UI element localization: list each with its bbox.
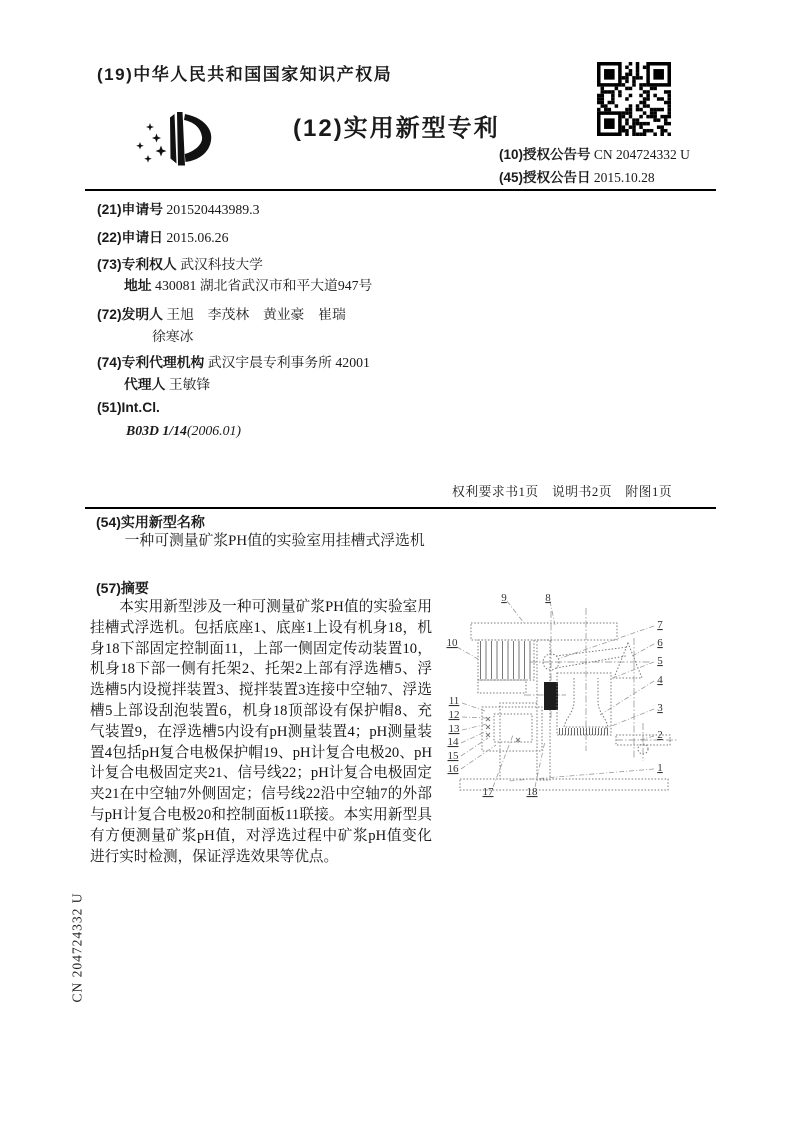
part-protective-cap	[471, 623, 617, 640]
part-scraper-cone	[614, 643, 642, 678]
intcl-row	[97, 400, 160, 416]
sipo-logo	[110, 94, 220, 202]
figure-label-6: 6	[657, 637, 663, 649]
application-date-row	[97, 226, 228, 246]
figure-label-2: 2	[657, 729, 663, 741]
control-panel-screen	[494, 714, 532, 742]
address-row	[124, 274, 372, 294]
figure-label-17: 17	[482, 786, 494, 798]
figure-label-18: 18	[526, 786, 538, 798]
figure-label-12: 12	[448, 709, 460, 721]
part-flotation-cell	[557, 673, 611, 735]
patentee-value: 武汉科技大学	[180, 257, 263, 272]
publication-info	[499, 143, 690, 189]
pub-number-row	[499, 143, 690, 166]
abstract-text: 本实用新型涉及一种可测量矿浆PH值的实验室用挂槽式浮选机。包括底座1、底座1上设有机身18，机身18下部固定控制面11，上部一侧固定传动装置10，机身18下部一侧有托架2、托架2上部有浮选槽5、浮选槽5内设搅拌装置3、搅拌装置3连接中空轴7、浮选槽5上部设刮泡装置6，机身18顶部设有保护帽8、充气装置9，在浮选槽5内设有pH测量装置4；pH测量装置4包括pH复合电极保护帽19、pH计复合电极20、pH计复合电极固定夹21、信号线22；pH计复合电极固定夹21在中空轴7外侧固定；信号线22沿中空轴7的外部与pH计复合电极20和控制面板11联接。本实用新型具有方便测量矿浆pH值，对浮选过程中矿浆pH值变化进行实时检测，保证浮选效果等优点。	[90, 599, 432, 865]
patent-office-title: (19)中华人民共和国国家知识产权局	[97, 65, 393, 84]
header-divider	[85, 189, 716, 191]
figure-label-8: 8	[545, 592, 551, 604]
intcl-class-value: B03D 1/14	[126, 423, 187, 438]
agent-row	[124, 373, 210, 393]
figure-label-5: 5	[657, 655, 663, 667]
inventors-label: (72)发明人	[97, 307, 163, 322]
address-value: 430081 湖北省武汉市和平大道947号	[155, 278, 373, 293]
intcl-label: (51)Int.Cl.	[97, 400, 160, 415]
pub-date-label: (45)授权公告日	[499, 170, 591, 185]
part-transmission-base	[478, 680, 526, 693]
patent-drawing	[438, 583, 698, 805]
figure-label-13: 13	[448, 723, 460, 735]
intcl-class-year: (2006.01)	[186, 423, 241, 438]
figure-label-11: 11	[448, 695, 460, 707]
address-label: 地址	[124, 278, 152, 293]
side-document-number: CN 204724332 U	[69, 892, 85, 1003]
abstract-section-label: (57)摘要	[96, 580, 149, 596]
logo-tower-right	[177, 112, 185, 166]
inventors-row	[97, 303, 346, 323]
agency-label: (74)专利代理机构	[97, 355, 205, 370]
intcl-value-row	[126, 423, 241, 439]
figure-label-7: 7	[657, 619, 663, 631]
pub-date-row	[499, 166, 690, 189]
agent-value: 王敏锋	[168, 377, 211, 392]
application-date-value: 2015.06.26	[166, 230, 229, 245]
logo-stars	[136, 123, 166, 163]
doc-type-title: (12)实用新型专利	[293, 115, 500, 142]
agent-label: 代理人	[124, 377, 166, 392]
pub-date-value: 2015.10.28	[593, 170, 655, 185]
figure-label-1: 1	[657, 762, 663, 774]
inventors-value-2: 徐寒冰	[152, 329, 194, 344]
application-date-label: (22)申请日	[97, 230, 163, 245]
part-electrode-clamp	[544, 682, 558, 710]
figure-label-4: 4	[657, 674, 663, 686]
invention-title: 一种可测量矿浆PH值的实验室用挂槽式浮选机	[124, 533, 425, 549]
pages-count-info: 权利要求书1页 说明书2页 附图1页	[452, 485, 673, 499]
patentee-label: (73)专利权人	[97, 257, 177, 272]
title-section-label: (54)实用新型名称	[96, 514, 205, 530]
application-number-value: 201520443989.3	[166, 202, 260, 217]
agency-row	[97, 351, 370, 371]
application-number-label: (21)申请号	[97, 202, 163, 217]
figure-label-3: 3	[657, 702, 663, 714]
qr-code	[597, 62, 671, 136]
figure-label-10: 10	[446, 637, 458, 649]
figure-label-15: 15	[447, 750, 459, 762]
logo-d-bowl	[184, 114, 211, 162]
inventors-row-2	[152, 325, 193, 345]
control-panel-knobs	[486, 717, 520, 742]
pub-number-value: CN 204724332 U	[593, 147, 690, 162]
figure-label-9: 9	[501, 592, 507, 604]
section-divider	[85, 507, 716, 509]
application-number-row	[97, 198, 260, 218]
figure-label-16: 16	[447, 763, 459, 775]
patentee-row	[97, 253, 263, 273]
agency-value: 武汉宇晨专利事务所 42001	[207, 355, 370, 370]
pub-number-label: (10)授权公告号	[499, 147, 591, 162]
inventors-value: 王旭 李茂林 黄业豪 崔瑞	[166, 307, 346, 322]
belt-top	[556, 647, 628, 656]
figure-label-14: 14	[447, 736, 459, 748]
qr-code-graphic	[597, 62, 671, 136]
logo-tower-left	[170, 114, 177, 164]
